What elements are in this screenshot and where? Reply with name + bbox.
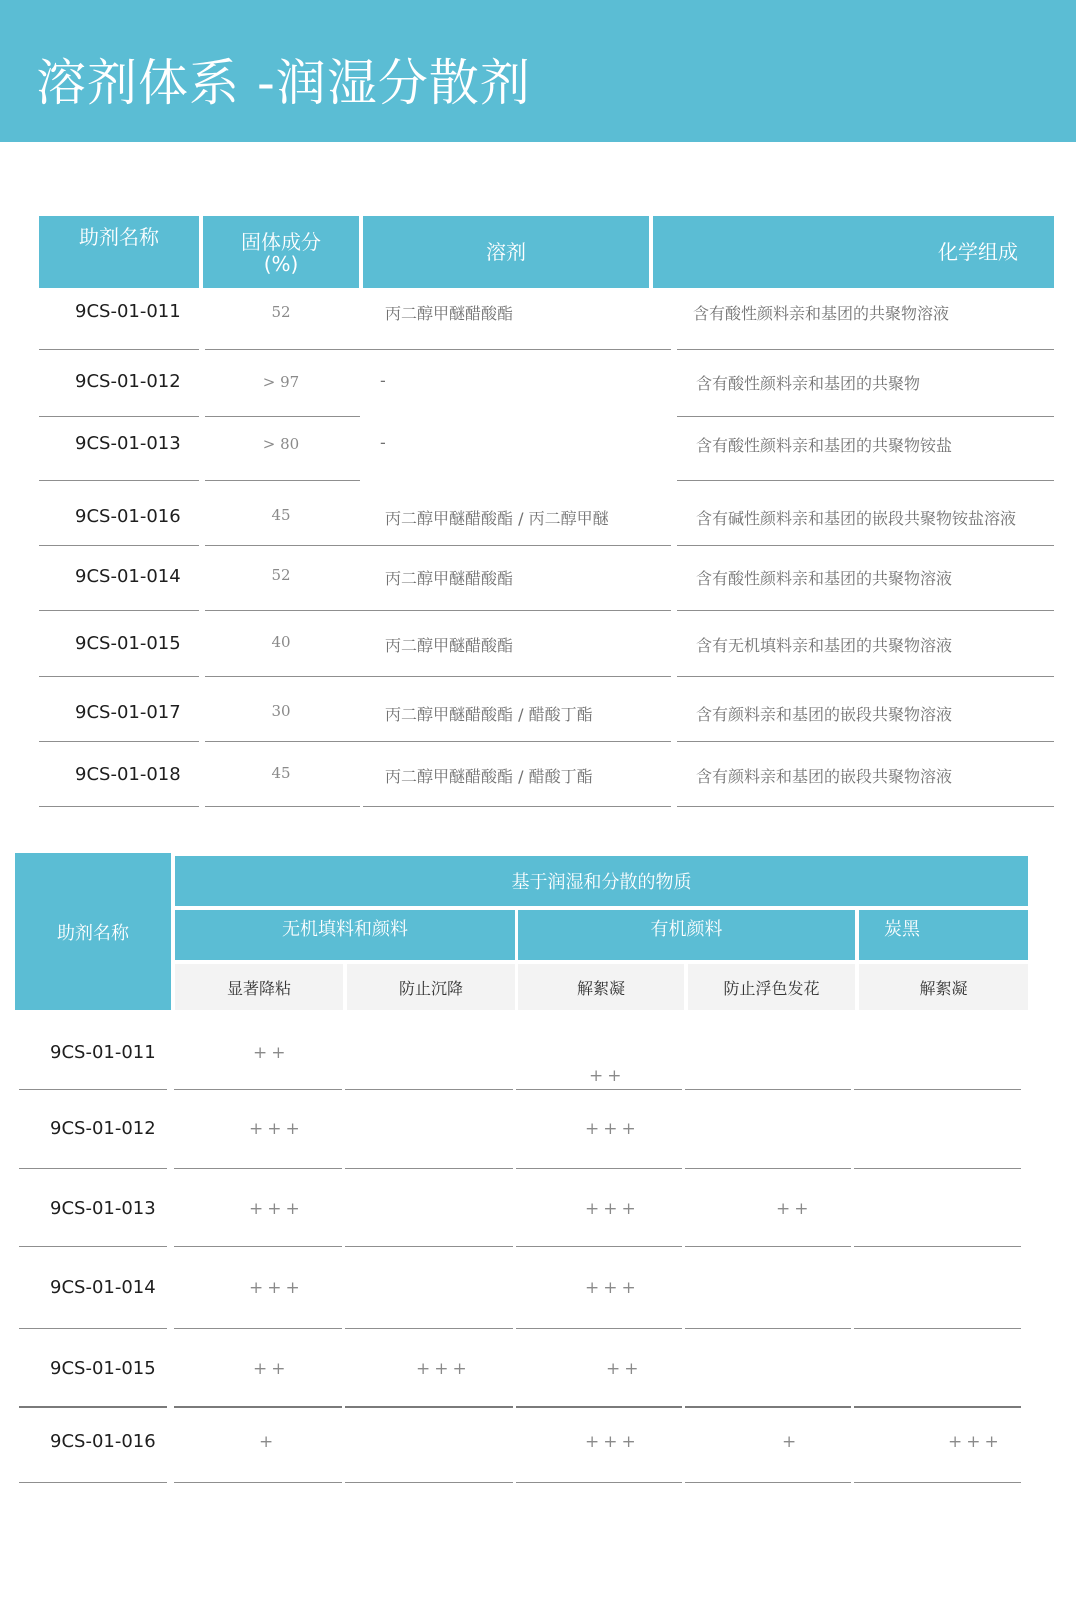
subheader-anti-flooding: 防止浮色发花: [688, 964, 855, 1010]
row-divider: [516, 1089, 682, 1090]
row-code: 9CS-01-016: [50, 1431, 156, 1452]
row-solvent: 丙二醇甲醚醋酸酯 / 丙二醇甲醚: [385, 509, 609, 528]
row-divider: [345, 1482, 513, 1483]
header-solid-line2: (%): [263, 252, 299, 276]
row-divider: [854, 1328, 1021, 1329]
row-code: 9CS-01-018: [75, 764, 181, 785]
row-solid: 52: [271, 303, 291, 321]
row-divider: [516, 1168, 682, 1169]
row-divider: [205, 545, 671, 546]
header-organic: 有机颜料: [518, 910, 855, 960]
header-solvent: 溶剂: [363, 216, 649, 288]
row-divider: [205, 416, 360, 417]
header-group: 基于润湿和分散的物质: [175, 856, 1028, 906]
rating: +++: [416, 1359, 471, 1379]
row-divider: [174, 1482, 342, 1483]
page-title: 溶剂体系 -润湿分散剂: [36, 54, 531, 112]
row-solid: 45: [271, 506, 291, 524]
row-solvent: -: [380, 433, 386, 452]
rating: +++: [585, 1199, 640, 1219]
row-divider: [174, 1328, 342, 1329]
rating: ++: [776, 1199, 813, 1219]
rating: +: [259, 1432, 278, 1452]
row-divider: [345, 1406, 513, 1408]
row-divider: [677, 349, 1054, 350]
row-chemistry: 含有碱性颜料亲和基团的嵌段共聚物铵盐溶液: [696, 509, 1017, 528]
row-divider: [19, 1246, 167, 1247]
subheader-deflocculation: 解絮凝: [518, 964, 684, 1010]
row-code: 9CS-01-012: [50, 1118, 156, 1139]
row-divider: [345, 1089, 513, 1090]
row-divider: [685, 1406, 851, 1408]
row-divider: [345, 1328, 513, 1329]
row-chemistry: 含有颜料亲和基团的嵌段共聚物溶液: [696, 705, 953, 724]
row-solid: 45: [271, 764, 291, 782]
row-divider: [854, 1168, 1021, 1169]
rating: ++: [606, 1359, 643, 1379]
row-divider: [516, 1406, 682, 1408]
row-divider: [345, 1246, 513, 1247]
rating: +++: [948, 1432, 1003, 1452]
row-chemistry: 含有无机填料亲和基团的共聚物溶液: [696, 636, 953, 655]
row-divider: [174, 1168, 342, 1169]
row-solid: > 97: [262, 373, 300, 391]
row-code: 9CS-01-015: [50, 1358, 156, 1379]
row-divider: [854, 1406, 1021, 1408]
rating: +++: [249, 1199, 304, 1219]
header-name: 助剂名称: [39, 216, 199, 288]
row-divider: [685, 1168, 851, 1169]
row-divider: [685, 1482, 851, 1483]
row-divider: [205, 349, 671, 350]
row-divider: [685, 1089, 851, 1090]
row-code: 9CS-01-012: [75, 371, 181, 392]
rating: +++: [249, 1119, 304, 1139]
row-divider: [39, 416, 199, 417]
row-solid: 30: [271, 702, 291, 720]
row-code: 9CS-01-013: [50, 1198, 156, 1219]
row-solvent: 丙二醇甲醚醋酸酯 / 醋酸丁酯: [385, 705, 593, 724]
row-solvent: 丙二醇甲醚醋酸酯: [385, 304, 514, 323]
row-divider: [205, 610, 671, 611]
rating: +++: [585, 1432, 640, 1452]
row-solvent: 丙二醇甲醚醋酸酯 / 醋酸丁酯: [385, 767, 593, 786]
row-chemistry: 含有酸性颜料亲和基团的共聚物: [696, 374, 921, 393]
row-divider: [39, 610, 199, 611]
row-code: 9CS-01-013: [75, 433, 181, 454]
row-divider: [685, 1246, 851, 1247]
row-solid: > 80: [262, 435, 300, 453]
rating: +++: [249, 1278, 304, 1298]
row-divider: [677, 416, 1054, 417]
row-solid: 52: [271, 566, 291, 584]
header-name: 助剂名称: [15, 853, 171, 1010]
row-chemistry: 含有酸性颜料亲和基团的共聚物铵盐: [696, 436, 953, 455]
header-chemistry: 化学组成: [653, 216, 1054, 288]
row-solid: 40: [271, 633, 291, 651]
row-divider: [345, 1168, 513, 1169]
row-code: 9CS-01-011: [50, 1042, 156, 1063]
row-chemistry: 含有酸性颜料亲和基团的共聚物溶液: [693, 304, 950, 323]
row-divider: [205, 480, 360, 481]
row-divider: [854, 1089, 1021, 1090]
row-divider: [205, 741, 671, 742]
rating: ++: [253, 1359, 290, 1379]
row-code: 9CS-01-016: [75, 506, 181, 527]
header-solid: [203, 216, 359, 288]
title-banner: [0, 0, 1076, 142]
row-divider: [19, 1406, 167, 1408]
row-divider: [39, 480, 199, 481]
header-inorganic: 无机填料和颜料: [175, 910, 515, 960]
row-divider: [685, 1328, 851, 1329]
rating: +++: [585, 1119, 640, 1139]
row-divider: [677, 806, 1054, 807]
row-divider: [174, 1246, 342, 1247]
row-divider: [677, 741, 1054, 742]
row-divider: [174, 1406, 342, 1408]
row-divider: [516, 1328, 682, 1329]
row-divider: [677, 480, 1054, 481]
row-divider: [39, 349, 199, 350]
row-chemistry: 含有酸性颜料亲和基团的共聚物溶液: [696, 569, 953, 588]
row-code: 9CS-01-011: [75, 301, 181, 322]
row-divider: [39, 806, 199, 807]
row-solvent: -: [380, 371, 386, 390]
subheader-carbon-deflocculation: 解絮凝: [859, 964, 1028, 1010]
row-code: 9CS-01-014: [50, 1277, 156, 1298]
row-divider: [854, 1482, 1021, 1483]
row-divider: [39, 676, 199, 677]
row-divider: [516, 1482, 682, 1483]
row-divider: [19, 1482, 167, 1483]
row-divider: [677, 676, 1054, 677]
subheader-anti-settling: 防止沉降: [347, 964, 515, 1010]
row-divider: [39, 545, 199, 546]
row-code: 9CS-01-014: [75, 566, 181, 587]
row-solvent: 丙二醇甲醚醋酸酯: [385, 636, 514, 655]
row-chemistry: 含有颜料亲和基团的嵌段共聚物溶液: [696, 767, 953, 786]
row-code: 9CS-01-015: [75, 633, 181, 654]
rating: ++: [253, 1043, 290, 1063]
row-code: 9CS-01-017: [75, 702, 181, 723]
row-divider: [19, 1168, 167, 1169]
row-divider: [205, 806, 360, 807]
row-divider: [854, 1246, 1021, 1247]
row-divider: [677, 610, 1054, 611]
row-divider: [363, 806, 671, 807]
header-carbon: 炭黑: [859, 910, 1028, 960]
row-solvent: 丙二醇甲醚醋酸酯: [385, 569, 514, 588]
row-divider: [677, 545, 1054, 546]
row-divider: [19, 1089, 167, 1090]
row-divider: [174, 1089, 342, 1090]
rating: ++: [589, 1066, 626, 1086]
rating: +: [782, 1432, 801, 1452]
header-solid-line1: 固体成分: [241, 230, 321, 254]
row-divider: [205, 676, 671, 677]
rating: +++: [585, 1278, 640, 1298]
row-divider: [516, 1246, 682, 1247]
subheader-viscosity: 显著降粘: [175, 964, 343, 1010]
row-divider: [39, 741, 199, 742]
row-divider: [19, 1328, 167, 1329]
